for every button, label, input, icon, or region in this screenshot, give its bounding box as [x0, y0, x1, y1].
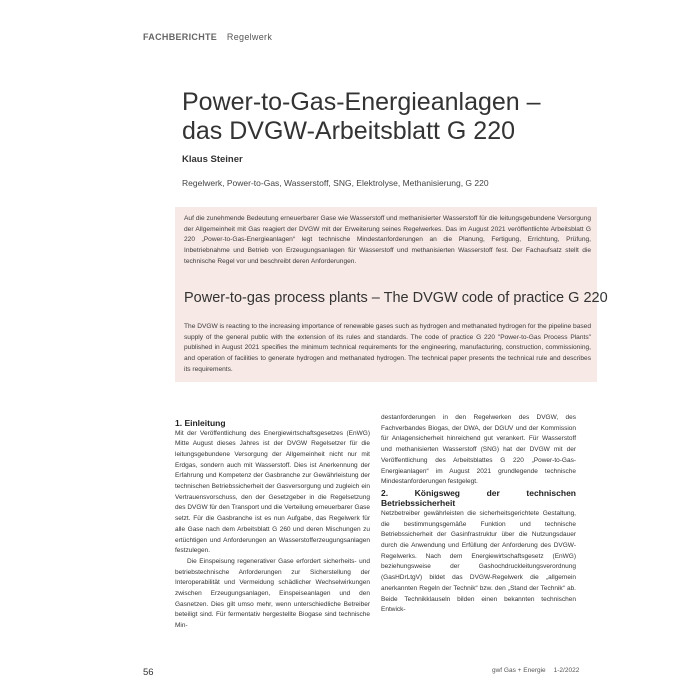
article-title [182, 88, 632, 146]
body-column-right [381, 413, 576, 616]
abstract-german: Auf die zunehmende Bedeutung erneuerbarer Gase wie Wasserstoff und methanisierter Wasserstoff für die leitungsgebundene Versorgung der Allgemeinheit mit Gas reagiert der DVGW mit der Erweiterung seines Regelwerkes. Das im August 2021 veröffentlichte Arbeitsblatt G 220 „Power-to-Gas-Energieanlagen“ legt technische Mindestanforderungen an die Planung, Fertigung, Errichtung, Prüfung, Inbetriebnahme und Betrieb von Erzeugungsanlagen für Wasserstoff und methanisierten Wasserstoff fest. Der Fachaufsatz stellt die technische Regel vor und beschreibt deren Anforderungen. [184, 215, 591, 265]
page-number: 56 [143, 667, 154, 678]
english-title: Power-to-gas process plants – The DVGW code of practice G 220 [184, 290, 608, 306]
body-column-left [175, 418, 370, 632]
journal-footer [492, 667, 579, 674]
section-1-heading: 1. Einleitung [175, 418, 226, 428]
abstract-english: The DVGW is reacting to the increasing importance of renewable gases such as hydrogen and methanated hydrogen for the pipeline based supply of the general public with the extension of its rules and standards. The code of practice G 220 "Power-to-Gas Process Plants" published in August 2021 specifies the minimum technical requirements for the engineering, manufacturing, construction, commissioning, and operation of facilities to generate hydrogen and methanated hydrogen. The technical paper presents the technical rule and describes its requirements. [184, 323, 591, 373]
section-1-paragraph-2: Die Einspeisung regenerativer Gase erfordert sicherheits- und betriebstechnische Anforderungen zur Sicherstellung der Interoperabilität und Vermeidung schädlicher Wechselwirkungen zwischen Erzeugungsanlagen, Einspeiseanlagen und den Gasnetzen. Dies gilt umso mehr, wenn unterschiedliche Betreiber beteiligt sind. Für fermentativ hergestellte Biogase sind technische Min- [175, 557, 370, 630]
header-subsection: Regelwerk [226, 32, 273, 42]
author-name: Klaus Steiner [182, 154, 243, 165]
article-title-line-2: das DVGW-Arbeitsblatt G 220 [182, 117, 516, 145]
section-1-paragraph-1: Mit der Veröffentlichung des Energiewirtschaftsgesetzes (EnWG) Mitte August dieses Jahres ist der DVGW Regelsetzer für die leitungsgebundene Versorgung der Allgemeinheit nicht nur mit Erdgas, sondern auch mit Wasserstoff. Dies ist Anerkennung der Erfahrung und Kompetenz der Gasbranche zur Gewährleistung der technischen Betriebssicherheit der Gasversorgung und zugleich ein Vertrauensvorschuss, den der Gesetzgeber in die Regelsetzung des DVGW für den Transport und die Verteilung erneuerbarer Gase setzt. Für die Gasbranche ist es nun Aufgabe, das Regelwerk für alle Gase nach dem Arbeitsblatt G 260 und deren Mischungen zu ertüchtigen und Anforderungen an Wasserstofferzeugungsanlagen festzulegen. [175, 429, 370, 555]
journal-issue: 1-2/2022 [553, 667, 580, 674]
keywords: Regelwerk, Power-to-Gas, Wasserstoff, SNG, Elektrolyse, Methanisierung, G 220 [182, 178, 489, 188]
article-title-line-1: Power-to-Gas-Energieanlagen – [182, 88, 541, 116]
section-2-paragraph-1: Netzbetreiber gewährleisten die sicherheitsgerichtete Gestaltung, die bestimmungsgemäße Funktion und technische Betriebssicherheit der Gasinfrastruktur über die Nutzungsdauer durch die Anwendung und Erfüllung der Anforderung des DVGW-Regelwerks. Nach dem Energiewirtschaftsgesetz (EnWG) beziehungsweise der Gashochdruckleitungsverordnung (GasHDrLtgV) bildet das DVGW-Regelwerk die „allgemein anerkannten Regeln der Technik“ bzw. den „Stand der Technik“ ab. Beide Technikklauseln bilden einen bekannten technischen Entwick- [381, 509, 576, 614]
continued-paragraph: destanforderungen in den Regelwerken des DVGW, des Fachverbandes Biogas, der DWA, der DGUV und der Kommission für Anlagensicherheit hinreichend gut verankert. Für Wasserstoff und methanisierten Wasserstoff (SNG) hat der DVGW mit der Veröffentlichung des Arbeitsblattes G 220 „Power-to-Gas-Energieanlagen“ im August 2021 grundlegende technische Mindestanforderungen festgelegt. [381, 414, 576, 486]
running-header [143, 32, 272, 42]
journal-name: gwf Gas + Energie [492, 667, 546, 674]
section-2-heading: 2. Königsweg der technischen Betriebssicherheit [381, 487, 576, 509]
header-section: FACHBERICHTE [143, 32, 218, 42]
